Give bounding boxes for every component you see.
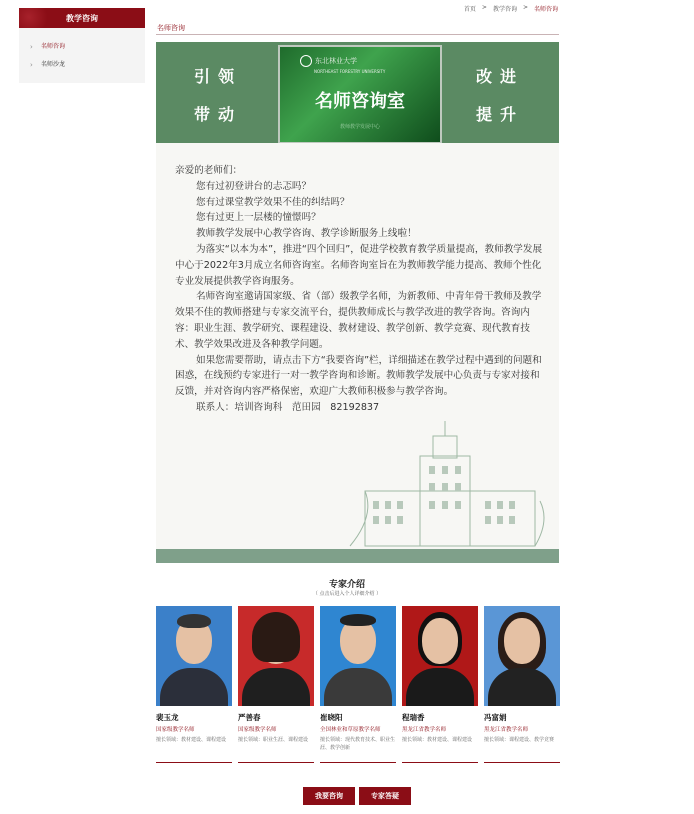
expert-answers-button[interactable]: 专家答疑 bbox=[359, 787, 411, 805]
expert-title: 黑龙江省教学名师 bbox=[484, 727, 529, 733]
university-emblem-icon bbox=[300, 55, 312, 67]
expert-field: 擅长领域：课程建设、教学竞赛 bbox=[484, 737, 555, 743]
experts-subheading: （ 点击后进入个人详细介绍 ） bbox=[312, 591, 382, 597]
expert-title: 黑龙江省教学名师 bbox=[402, 727, 447, 733]
breadcrumb bbox=[464, 4, 558, 13]
expert-name[interactable]: 冯富娟 bbox=[484, 713, 507, 722]
letter-line: 教师教学发展中心教学咨询、教学诊断服务上线啦！ bbox=[196, 228, 417, 240]
title-divider bbox=[156, 34, 559, 35]
sidebar bbox=[19, 8, 145, 83]
breadcrumb-separator: > bbox=[522, 4, 528, 11]
expert-name[interactable]: 崔晓阳 bbox=[320, 713, 343, 722]
banner-slogan-improve: 改进 bbox=[476, 67, 525, 86]
banner-slogan-lead: 引领 bbox=[194, 67, 243, 86]
banner-image bbox=[156, 42, 559, 143]
expert-field: 擅长领域：教材建设、课程建设 bbox=[156, 737, 227, 743]
banner-slogan-promote: 提升 bbox=[476, 105, 525, 124]
page-title: 名师咨询 bbox=[157, 24, 185, 32]
expert-photo[interactable] bbox=[320, 606, 396, 706]
banner-title: 名师咨询室 bbox=[315, 91, 405, 112]
letter-contact: 联系人：培训咨询科 范田园 82192837 bbox=[196, 401, 380, 413]
breadcrumb-current: 名师咨询 bbox=[533, 6, 558, 13]
expert-card[interactable] bbox=[484, 606, 560, 763]
expert-card[interactable] bbox=[156, 606, 232, 763]
letter-paragraph: 名师咨询室邀请国家级、省（部）级教学名师，为新教师、中青年骨干教师及教学效果不佳的教师搭建与专家交流平台，提供教师成长与教学改进的教学咨询。咨询内容：职业生涯、教学研究、课程建设、教材建设、教学创新、教学竞赛、现代教育技术、教学效果改进及各种教学问题。 bbox=[175, 291, 542, 350]
expert-photo[interactable] bbox=[238, 606, 314, 706]
expert-name[interactable]: 严善春 bbox=[238, 713, 261, 722]
expert-photo[interactable] bbox=[402, 606, 478, 706]
building-illustration bbox=[345, 421, 555, 551]
expert-title: 国家级教学名师 bbox=[156, 727, 195, 733]
letter-line: 您有过初登讲台的忐忑吗？ bbox=[196, 180, 312, 192]
breadcrumb-separator: > bbox=[481, 4, 487, 11]
sidebar-header: 教学咨询 bbox=[19, 8, 145, 28]
expert-field: 擅长领域：现代教育技术、职业生涯、教学创新 bbox=[320, 737, 396, 751]
intro-letter bbox=[156, 143, 559, 563]
sidebar-item-famous-teacher-consult[interactable]: › 名师咨询 bbox=[19, 38, 145, 56]
letter-paragraph: 为落实“以本为本”，推进“四个回归”，促进学校教育教学质量提高，教师教学发展中心于2022年3月成立名师咨询室。名师咨询室旨在为教师教学能力提高、教师个性化专业发展提供教学咨询服务。 bbox=[175, 243, 543, 287]
letter-greeting: 亲爱的老师们： bbox=[175, 165, 243, 176]
breadcrumb-home[interactable]: 首页 bbox=[463, 6, 476, 13]
sidebar-item-famous-teacher-salon[interactable]: › 名师沙龙 bbox=[19, 56, 145, 74]
expert-name[interactable]: 裴玉龙 bbox=[156, 713, 179, 722]
expert-title: 国家级教学名师 bbox=[238, 727, 277, 733]
letter-paragraph: 如果您需要帮助，请点击下方“我要咨询”栏，详细描述在教学过程中遇到的问题和困惑，在线预约专家进行一对一教学咨询和诊断。教师教学发展中心负责与专家对接和反馈，并对咨询内容严格保密，欢迎广大教师积极参与教学咨询。 bbox=[175, 354, 542, 398]
expert-name[interactable]: 程瑞香 bbox=[402, 713, 425, 722]
consult-button[interactable]: 我要咨询 bbox=[303, 787, 355, 805]
expert-title: 全国林业和草原教学名师 bbox=[320, 727, 381, 733]
expert-field: 擅长领域：职业生涯、课程建设 bbox=[238, 737, 309, 743]
expert-photo[interactable] bbox=[156, 606, 232, 706]
expert-card[interactable] bbox=[402, 606, 478, 763]
banner-slogan-drive: 带动 bbox=[194, 105, 243, 124]
expert-card[interactable] bbox=[320, 606, 396, 763]
letter-footer-band bbox=[156, 549, 559, 563]
expert-card[interactable] bbox=[238, 606, 314, 763]
breadcrumb-teaching-consult[interactable]: 教学咨询 bbox=[492, 6, 517, 13]
university-logo: 东北林业大学 NORTHEAST FORESTRY UNIVERSITY bbox=[300, 55, 385, 75]
expert-photo[interactable] bbox=[484, 606, 560, 706]
letter-line: 您有过更上一层楼的憧憬吗？ bbox=[196, 212, 321, 224]
expert-field: 擅长领域：教材建设、课程建设 bbox=[402, 737, 473, 743]
experts-heading: 专家介绍 bbox=[328, 580, 365, 590]
banner-plaque bbox=[278, 45, 442, 143]
banner-subtitle: 教师教学发展中心 bbox=[339, 124, 380, 130]
letter-line: 您有过课堂教学效果不佳的纠结吗？ bbox=[196, 196, 350, 208]
